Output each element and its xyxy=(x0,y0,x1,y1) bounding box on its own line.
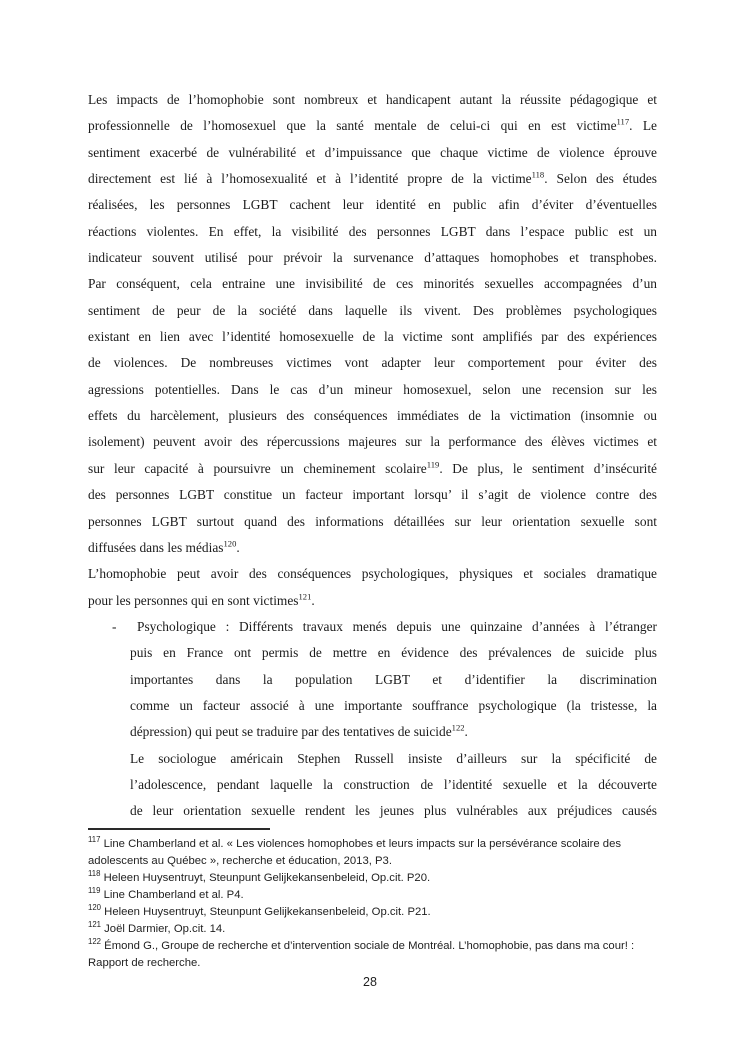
list-dash: - xyxy=(112,618,117,634)
footnote-line: $^{122}$ Émond G., Groupe de recherche et d’intervention sociale de Montréal. L’homophobie, pas dans ma cour! : xyxy=(88,937,635,952)
text-line: réactions violentes. En effet, la visibilité des personnes LGBT dans l’espace public est un xyxy=(88,223,657,239)
footnote-ref: 119 xyxy=(88,886,101,896)
text-line: de violences. De nombreuses victimes vont adapter leur comportement pour éviter des xyxy=(88,355,657,371)
footnote-ref: 118 xyxy=(531,169,545,180)
page-number: 28 xyxy=(363,975,377,989)
footnote-line: $^{117}$ Line Chamberland et al. « Les violences homophobes et leurs impacts sur la persévérance scolaire des xyxy=(88,835,622,850)
footnotes xyxy=(88,836,657,972)
text-line: puis en France ont permis de mettre en évidence des prévalences de suicide plus xyxy=(130,645,657,661)
footnote-ref: 122 xyxy=(451,722,465,733)
text-line: importantes dans la population LGBT et d’identifier la discrimination xyxy=(130,671,657,687)
footnote-line: $^{120}$ Heleen Huysentruyt, Steunpunt Gelijkekansenbeleid, Op.cit. P21. xyxy=(88,903,431,918)
body-text xyxy=(88,87,657,825)
text-line: directement est lié à l’homosexualité et à l’identité propre de la victime$^{118}$. Selon des études xyxy=(88,169,657,187)
footnote-118 xyxy=(88,870,657,887)
paragraph-bullet xyxy=(88,614,657,746)
footnote-line: $^{118}$ Heleen Huysentruyt, Steunpunt Gelijkekansenbeleid, Op.cit. P20. xyxy=(88,869,431,884)
footnote-line: adolescents au Québec », recherche et éducation, 2013, P3. xyxy=(88,855,392,867)
text-line: dépression) qui peut se traduire par des tentatives de suicide$^{122}$. xyxy=(130,722,468,740)
footnote-ref: 117 xyxy=(88,835,101,845)
paragraph-plain xyxy=(88,561,657,614)
footnote-ref: 120 xyxy=(88,903,102,913)
footnote-line: $^{121}$ Joël Darmier, Op.cit. 14. xyxy=(88,920,226,935)
footnote-ref: 117 xyxy=(616,116,630,127)
footnote-separator xyxy=(88,828,270,830)
text-line: sur leur capacité à poursuivre un cheminement scolaire$^{119}$. De plus, le sentiment d’insécurité xyxy=(88,459,657,476)
text-line: agressions potentielles. Dans le cas d’un mineur homosexuel, selon une recension sur les xyxy=(88,381,657,397)
text-line: pour les personnes qui en sont victimes$^{121}$. xyxy=(88,591,315,608)
text-line: - Psychologique : Différents travaux menés depuis une quinzaine d’années à l’étranger xyxy=(130,614,657,640)
footnote-120 xyxy=(88,904,657,921)
text-line: isolement) peuvent avoir des répercussions majeures sur la performance des élèves victimes et xyxy=(88,434,657,450)
text-line: sentiment exacerbé de vulnérabilité et d’impuissance que chaque victime de violence éprouve xyxy=(88,144,657,160)
footnote-ref: 120 xyxy=(223,538,237,549)
text-line: indicateur souvent utilisé pour prévoir la survenance d’attaques homophobes et transphobes. xyxy=(88,250,657,266)
text-line: existant en lien avec l’identité homosexuelle de la victime sont amplifiés par des expériences xyxy=(88,329,657,345)
footnote-ref: 121 xyxy=(298,591,312,602)
footnote-area xyxy=(88,828,657,972)
text-line: Par conséquent, cela entraine une invisibilité de ces minorités sexuelles accompagnées d’un xyxy=(88,276,657,292)
footnote-117 xyxy=(88,836,657,870)
text-line: sentiment de peur de la société dans laquelle ils vivent. Des problèmes psychologiques xyxy=(88,302,657,318)
text-line: professionnelle de l’homosexuel que la santé mentale de celui-ci qui en est victime$^{117}$. Le xyxy=(88,116,657,134)
text-line: comme un facteur associé à une importante souffrance psychologique (la tristesse, la xyxy=(130,697,657,713)
paragraph-plain xyxy=(88,87,657,561)
footnote-ref: 122 xyxy=(88,937,102,947)
text-line: diffusées dans les médias$^{120}$. xyxy=(88,538,240,555)
footnote-ref: 118 xyxy=(88,869,101,879)
text-line: l’adolescence, pendant laquelle la construction de l’identité sexuelle et la découverte xyxy=(130,776,657,792)
text-line: de leur orientation sexuelle rendent les jeunes plus vulnérables aux préjudices causés xyxy=(130,803,657,819)
footnote-line: $^{119}$ Line Chamberland et al. P4. xyxy=(88,886,244,901)
text-line: des personnes LGBT constitue un facteur important lorsqu’ il s’agit de violence contre des xyxy=(88,487,657,503)
footnote-line: Rapport de recherche. xyxy=(88,957,201,969)
text-line: Le sociologue américain Stephen Russell insiste d’ailleurs sur la spécificité de xyxy=(130,750,657,766)
text-line: L’homophobie peut avoir des conséquences psychologiques, physiques et sociales dramatique xyxy=(88,566,657,582)
footnote-ref: 119 xyxy=(426,459,440,470)
footnote-119 xyxy=(88,887,657,904)
footnote-121 xyxy=(88,921,657,938)
footnote-122 xyxy=(88,938,657,972)
text-line: réalisées, les personnes LGBT cachent leur identité en public afin d’éviter d’éventuelles xyxy=(88,197,657,213)
paragraph-indent xyxy=(88,746,657,825)
text-line: effets du harcèlement, plusieurs des conséquences immédiates de la victimation (insomnie ou xyxy=(88,408,657,424)
text-line: personnes LGBT surtout quand des informations détaillées sur leur orientation sexuelle sont xyxy=(88,513,657,529)
footnote-ref: 121 xyxy=(88,920,102,930)
text-line: Les impacts de l’homophobie sont nombreux et handicapent autant la réussite pédagogique et xyxy=(88,92,657,107)
